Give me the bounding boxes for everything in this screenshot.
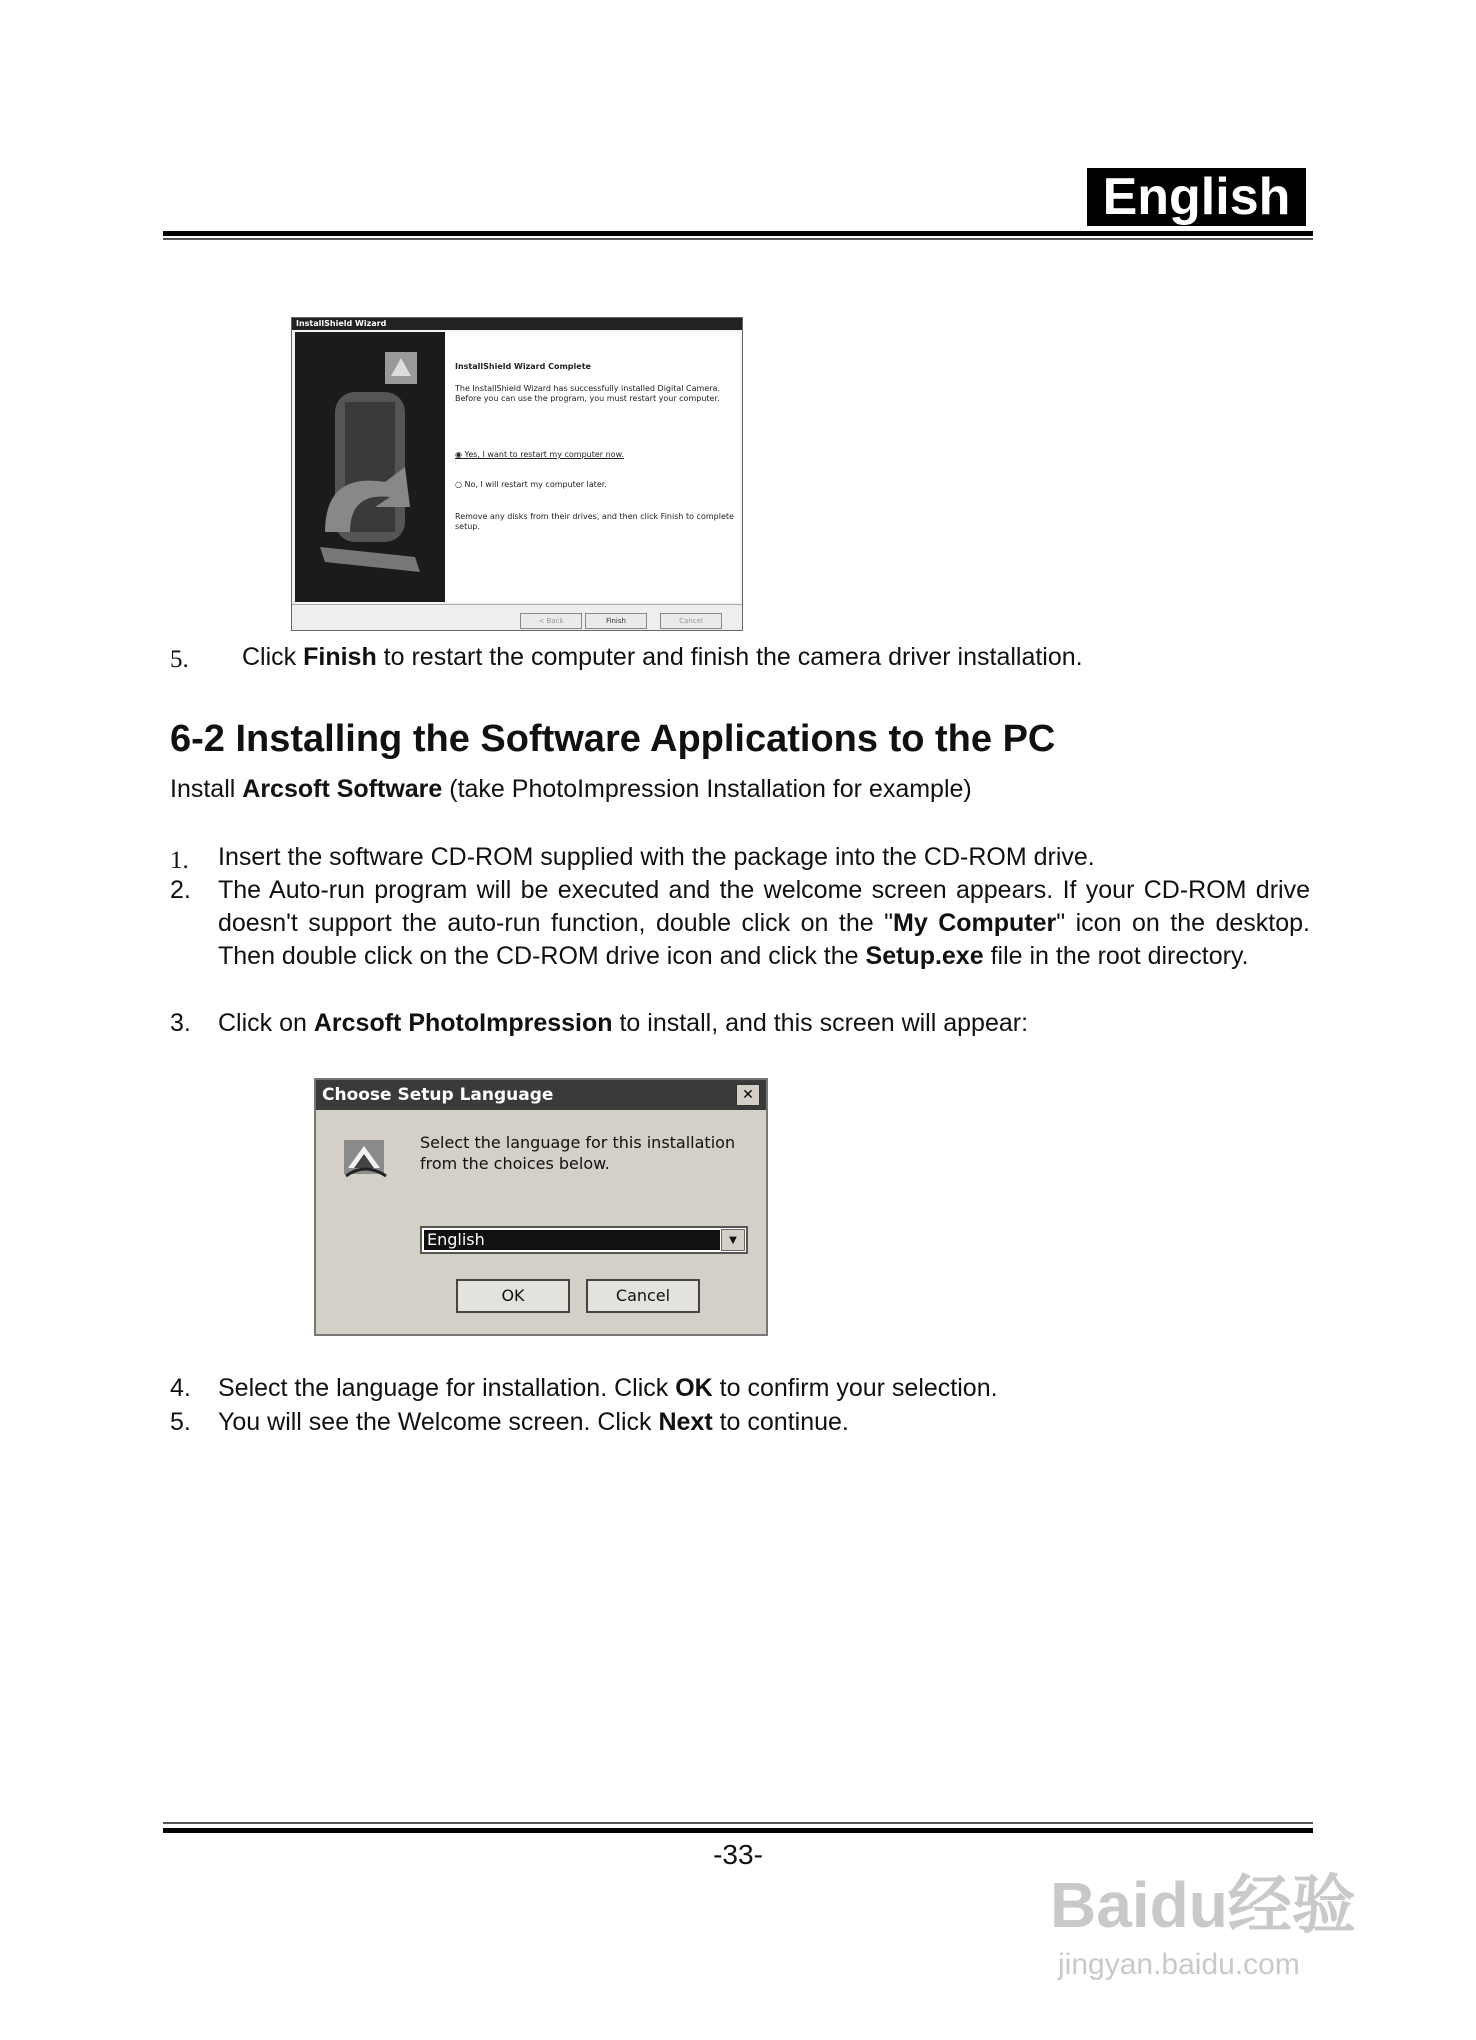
footer-rule-thin [163,1822,1313,1824]
choose-setup-language-dialog [314,1078,768,1336]
step5-top-text [242,641,1302,674]
watermark-url: jingyan.baidu.com [1058,1948,1300,1981]
step1-text: Insert the software CD-ROM supplied with the package into the CD-ROM drive. [218,843,1095,871]
text-run: Click on [218,1009,314,1037]
bold-term: Arcsoft Software [242,775,443,803]
page-number: -33- [713,1839,763,1870]
text-run: to install, and this screen will appear: [612,1009,1029,1037]
bold-term: Arcsoft PhotoImpression [313,1009,613,1037]
wizard-option-yes[interactable]: ◉ Yes, I want to restart my computer now. [455,450,624,459]
bold-term: Finish [303,643,377,671]
bold-term: My Computer [893,909,1057,937]
wizard-heading: InstallShield Wizard Complete [455,362,591,371]
text-run: Click [242,643,304,671]
language-tab: English [1087,168,1306,226]
wizard-option-yes-label: Yes, I want to restart my computer now. [464,450,624,459]
header-rule-thin [163,238,1313,240]
wizard-option-no-label: No, I will restart my computer later. [464,480,607,489]
text-run: The Auto-run program will be executed and the welcome screen appears. If your CD-ROM drive doesn't support the auto-run function, double click on the " [218,876,1310,937]
dialog-title: Choose Setup Language [322,1085,554,1105]
dialog-title-bar [316,1080,766,1110]
wizard-finish-button[interactable]: Finish [585,613,647,629]
text-run: (take PhotoImpression Installation for example) [442,775,972,803]
step2-text [218,874,1310,973]
dialog-message: Select the language for this installation from the choices below. [420,1133,736,1173]
install-graphic-icon [295,332,445,602]
step-number: 2. [170,876,191,904]
header-rule [163,231,1313,236]
text-run: Install [170,775,243,803]
close-icon[interactable]: ✕ [736,1084,760,1106]
wizard-cancel-button[interactable]: Cancel [660,613,722,629]
bold-term: Setup.exe [865,942,984,970]
step3-text [218,1007,1310,1040]
installshield-wizard-screenshot [291,317,743,631]
footer-rule [163,1828,1313,1833]
step4-text [218,1372,1310,1405]
text-run: file in the root directory. [983,942,1249,970]
text-run: to confirm your selection. [712,1374,998,1402]
watermark-logo: Baidu经验 [1050,1869,1356,1941]
chevron-down-icon[interactable]: ▼ [721,1229,745,1251]
step-number: 5. [170,1408,191,1436]
bold-term: OK [675,1374,713,1402]
wizard-side-graphic [295,332,445,602]
bold-term: Next [658,1408,713,1436]
language-select-value: English [424,1230,720,1250]
text-run: to continue. [712,1408,849,1436]
wizard-option-no[interactable]: ○ No, I will restart my computer later. [455,480,607,489]
step-number: 4. [170,1374,191,1402]
wizard-title-bar: InstallShield Wizard [292,318,742,330]
wizard-description: The InstallShield Wizard has successfully installed Digital Camera. Before you can use the program, you must restart your computer. [455,384,720,403]
section-intro [170,773,1310,806]
text-run: You will see the Welcome screen. Click [218,1408,659,1436]
step5-text [218,1406,1310,1439]
ok-button[interactable]: OK [456,1279,570,1313]
step-number: 3. [170,1009,191,1037]
step-number: 1. [170,847,189,874]
language-select[interactable] [420,1226,748,1254]
setup-icon [340,1132,390,1182]
text-run: " icon on the desktop. Then double click on the CD-ROM drive icon and click the [218,909,1310,970]
text-run: to restart the computer and finish the camera driver installation. [376,643,1083,671]
wizard-note: Remove any disks from their drives, and then click Finish to complete setup. [455,512,734,531]
wizard-back-button[interactable]: < Back [520,613,582,629]
step-number: 5. [170,646,189,673]
wizard-body [445,332,740,602]
section-heading: 6-2 Installing the Software Applications to the PC [170,718,1056,760]
text-run: Select the language for installation. Click [218,1374,676,1402]
wizard-footer [292,604,742,630]
cancel-button[interactable]: Cancel [586,1279,700,1313]
